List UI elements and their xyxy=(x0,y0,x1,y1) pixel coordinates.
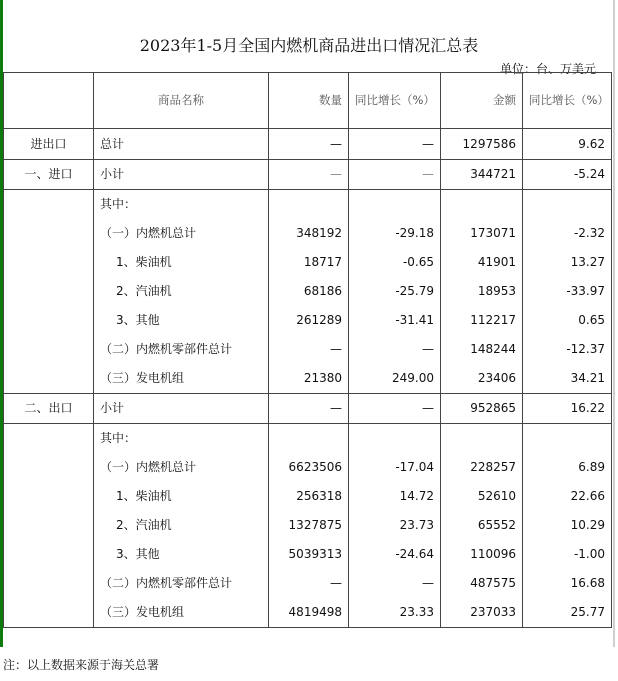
row-category xyxy=(4,453,94,482)
row-amount-yoy xyxy=(523,190,612,220)
row-product-name: 其中： xyxy=(94,424,269,454)
row-quantity-yoy: — xyxy=(349,335,441,364)
row-quantity: 68186 xyxy=(269,277,349,306)
row-product-name: 3、其他 xyxy=(94,306,269,335)
header-quantity: 数量 xyxy=(269,73,349,129)
table-row xyxy=(4,424,612,454)
row-amount-yoy: 6.89 xyxy=(523,453,612,482)
table-row xyxy=(4,306,612,335)
row-amount-yoy: 10.29 xyxy=(523,511,612,540)
row-quantity: 261289 xyxy=(269,306,349,335)
row-quantity-yoy: 249.00 xyxy=(349,364,441,394)
table-row xyxy=(4,190,612,220)
row-category xyxy=(4,424,94,454)
row-amount-yoy: 9.62 xyxy=(523,129,612,160)
row-category xyxy=(4,190,94,220)
row-quantity: 1327875 xyxy=(269,511,349,540)
row-quantity: — xyxy=(269,129,349,160)
row-amount: 237033 xyxy=(441,598,523,628)
row-amount: 173071 xyxy=(441,219,523,248)
row-amount: 344721 xyxy=(441,160,523,190)
row-quantity-yoy: 23.73 xyxy=(349,511,441,540)
row-quantity-yoy: — xyxy=(349,569,441,598)
table-row xyxy=(4,540,612,569)
row-product-name: 小计 xyxy=(94,160,269,190)
row-product-name: 1、柴油机 xyxy=(94,248,269,277)
row-quantity-yoy xyxy=(349,190,441,220)
row-quantity: — xyxy=(269,335,349,364)
table-row xyxy=(4,248,612,277)
row-amount-yoy: -33.97 xyxy=(523,277,612,306)
row-amount: 52610 xyxy=(441,482,523,511)
table-row xyxy=(4,129,612,160)
row-quantity-yoy: -0.65 xyxy=(349,248,441,277)
row-amount xyxy=(441,190,523,220)
row-amount-yoy: 34.21 xyxy=(523,364,612,394)
table-row xyxy=(4,511,612,540)
row-amount: 228257 xyxy=(441,453,523,482)
row-quantity: 18717 xyxy=(269,248,349,277)
row-category xyxy=(4,335,94,364)
row-product-name: 2、汽油机 xyxy=(94,277,269,306)
trade-summary-table xyxy=(3,72,612,628)
row-quantity: — xyxy=(269,394,349,424)
header-category xyxy=(4,73,94,129)
row-amount: 148244 xyxy=(441,335,523,364)
row-category: 一、进口 xyxy=(4,160,94,190)
row-amount-yoy: -2.32 xyxy=(523,219,612,248)
row-quantity-yoy: — xyxy=(349,160,441,190)
table-row xyxy=(4,277,612,306)
row-product-name: 小计 xyxy=(94,394,269,424)
row-product-name: 总计 xyxy=(94,129,269,160)
row-amount-yoy: -5.24 xyxy=(523,160,612,190)
row-amount-yoy: -12.37 xyxy=(523,335,612,364)
row-category xyxy=(4,277,94,306)
row-quantity: 6623506 xyxy=(269,453,349,482)
row-quantity-yoy: — xyxy=(349,394,441,424)
header-amount-yoy: 同比增长（%） xyxy=(523,73,612,129)
row-amount: 1297586 xyxy=(441,129,523,160)
row-quantity-yoy xyxy=(349,424,441,454)
row-category: 进出口 xyxy=(4,129,94,160)
row-amount: 18953 xyxy=(441,277,523,306)
table-row xyxy=(4,335,612,364)
row-amount: 952865 xyxy=(441,394,523,424)
row-quantity: — xyxy=(269,569,349,598)
page-title: 2023年1-5月全国内燃机商品进出口情况汇总表 xyxy=(139,36,479,55)
table-row xyxy=(4,482,612,511)
table-row xyxy=(4,394,612,424)
table-row xyxy=(4,364,612,394)
row-product-name: （一）内燃机总计 xyxy=(94,219,269,248)
row-category xyxy=(4,569,94,598)
table-row xyxy=(4,598,612,628)
row-category xyxy=(4,306,94,335)
row-amount-yoy: 13.27 xyxy=(523,248,612,277)
row-product-name: 1、柴油机 xyxy=(94,482,269,511)
row-product-name: 3、其他 xyxy=(94,540,269,569)
unit-label: 单位：台、万美元 xyxy=(499,62,596,76)
row-quantity-yoy: -17.04 xyxy=(349,453,441,482)
row-amount: 112217 xyxy=(441,306,523,335)
source-note: 注：以上数据来源于海关总署 xyxy=(3,658,160,672)
row-product-name: （一）内燃机总计 xyxy=(94,453,269,482)
row-category xyxy=(4,219,94,248)
row-product-name: （二）内燃机零部件总计 xyxy=(94,569,269,598)
row-product-name: （三）发电机组 xyxy=(94,364,269,394)
row-quantity-yoy: -29.18 xyxy=(349,219,441,248)
header-row xyxy=(4,73,612,129)
row-quantity: 4819498 xyxy=(269,598,349,628)
table-row xyxy=(4,160,612,190)
row-product-name: 2、汽油机 xyxy=(94,511,269,540)
row-quantity: 5039313 xyxy=(269,540,349,569)
row-amount: 41901 xyxy=(441,248,523,277)
row-amount: 65552 xyxy=(441,511,523,540)
row-amount-yoy: 0.65 xyxy=(523,306,612,335)
row-amount-yoy: 22.66 xyxy=(523,482,612,511)
row-amount-yoy: 16.22 xyxy=(523,394,612,424)
header-quantity-yoy: 同比增长（%） xyxy=(349,73,441,129)
row-quantity: 348192 xyxy=(269,219,349,248)
row-quantity-yoy: -31.41 xyxy=(349,306,441,335)
row-category xyxy=(4,540,94,569)
row-category xyxy=(4,248,94,277)
row-quantity-yoy: -24.64 xyxy=(349,540,441,569)
row-quantity-yoy: -25.79 xyxy=(349,277,441,306)
row-quantity-yoy: 14.72 xyxy=(349,482,441,511)
header-product-name: 商品名称 xyxy=(94,73,269,129)
row-quantity-yoy: — xyxy=(349,129,441,160)
row-amount: 110096 xyxy=(441,540,523,569)
row-amount-yoy xyxy=(523,424,612,454)
row-product-name: 其中： xyxy=(94,190,269,220)
header-amount: 金额 xyxy=(441,73,523,129)
row-amount-yoy: -1.00 xyxy=(523,540,612,569)
row-category xyxy=(4,364,94,394)
row-quantity xyxy=(269,424,349,454)
row-category xyxy=(4,482,94,511)
row-quantity: 256318 xyxy=(269,482,349,511)
row-category: 二、出口 xyxy=(4,394,94,424)
row-quantity: — xyxy=(269,160,349,190)
row-category xyxy=(4,598,94,628)
row-amount: 487575 xyxy=(441,569,523,598)
row-amount xyxy=(441,424,523,454)
row-category xyxy=(4,511,94,540)
row-amount-yoy: 16.68 xyxy=(523,569,612,598)
table-row xyxy=(4,453,612,482)
row-product-name: （三）发电机组 xyxy=(94,598,269,628)
right-scroll-edge xyxy=(613,0,615,647)
row-product-name: （二）内燃机零部件总计 xyxy=(94,335,269,364)
row-quantity-yoy: 23.33 xyxy=(349,598,441,628)
row-quantity xyxy=(269,190,349,220)
row-amount: 23406 xyxy=(441,364,523,394)
table-row xyxy=(4,219,612,248)
table-row xyxy=(4,569,612,598)
row-amount-yoy: 25.77 xyxy=(523,598,612,628)
row-quantity: 21380 xyxy=(269,364,349,394)
